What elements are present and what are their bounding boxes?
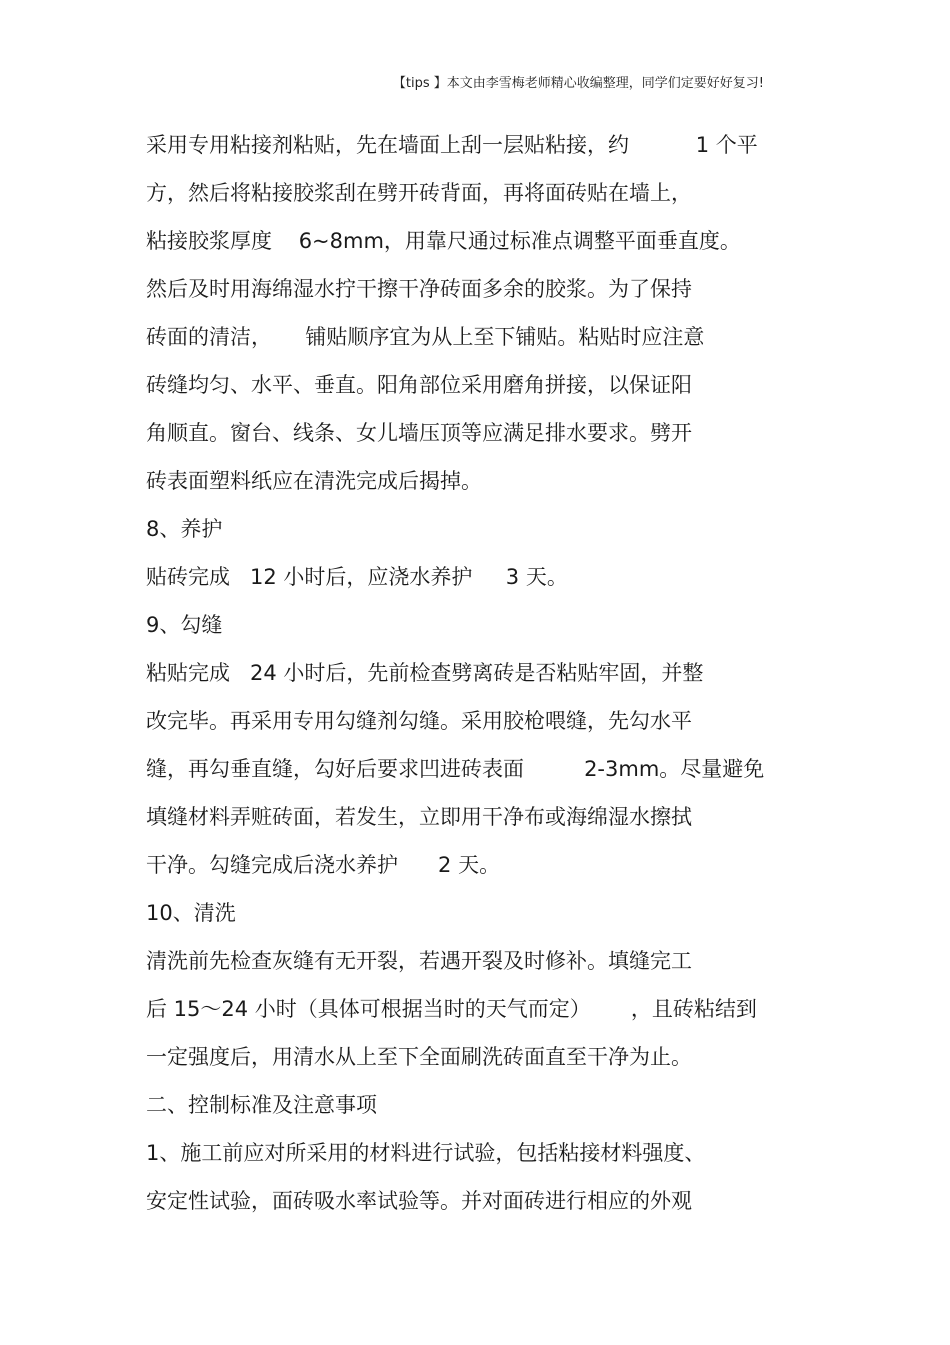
text-line: 采用专用粘接剂粘贴，先在墙面上刮一层贴粘接，约 1 个平 [146, 133, 758, 157]
header-tip: 【tips 】本文由李雪梅老师精心收编整理，同学们定要好好复习! [392, 76, 764, 91]
text-line: 缝，再勾垂直缝，勾好后要求凹进砖表面 2-3mm。尽量避免 [146, 757, 765, 781]
text-line: 粘接胶浆厚度 6~8mm，用靠尺通过标准点调整平面垂直度。 [146, 229, 741, 253]
section-heading: 10、清洗 [146, 901, 236, 925]
document-body [146, 128, 826, 1232]
text-line: 粘贴完成 24 小时后，先前检查劈离砖是否粘贴牢固，并整 [146, 661, 704, 685]
text-line: 角顺直。窗台、线条、女儿墙压顶等应满足排水要求。劈开 [146, 421, 692, 445]
text-line: 一定强度后，用清水从上至下全面刷洗砖面直至干净为止。 [146, 1045, 692, 1069]
text-line: 方，然后将粘接胶浆刮在劈开砖背面，再将面砖贴在墙上， [146, 181, 692, 205]
text-line: 1、施工前应对所采用的材料进行试验，包括粘接材料强度、 [146, 1141, 706, 1165]
text-line: 贴砖完成 12 小时后，应浇水养护 3 天。 [146, 565, 568, 589]
text-line: 然后及时用海绵湿水拧干擦干净砖面多余的胶浆。为了保持 [146, 277, 692, 301]
text-line: 砖缝均匀、水平、垂直。阳角部位采用磨角拼接，以保证阳 [146, 373, 692, 397]
text-line: 改完毕。再采用专用勾缝剂勾缝。采用胶枪喂缝，先勾水平 [146, 709, 692, 733]
text-line: 砖表面塑料纸应在清洗完成后揭掉。 [146, 469, 482, 493]
text-line: 清洗前先检查灰缝有无开裂，若遇开裂及时修补。填缝完工 [146, 949, 692, 973]
text-line: 后 15～24 小时（具体可根据当时的天气而定） ，且砖粘结到 [146, 997, 757, 1021]
text-line: 安定性试验，面砖吸水率试验等。并对面砖进行相应的外观 [146, 1189, 692, 1213]
text-line: 填缝材料弄赃砖面，若发生，立即用干净布或海绵湿水擦拭 [146, 805, 692, 829]
section-heading: 8、养护 [146, 517, 223, 541]
text-line: 干净。勾缝完成后浇水养护 2 天。 [146, 853, 501, 877]
section-heading: 9、勾缝 [146, 613, 223, 637]
section-heading: 二、控制标准及注意事项 [146, 1093, 377, 1117]
text-line: 砖面的清洁， 铺贴顺序宜为从上至下铺贴。粘贴时应注意 [146, 325, 705, 349]
